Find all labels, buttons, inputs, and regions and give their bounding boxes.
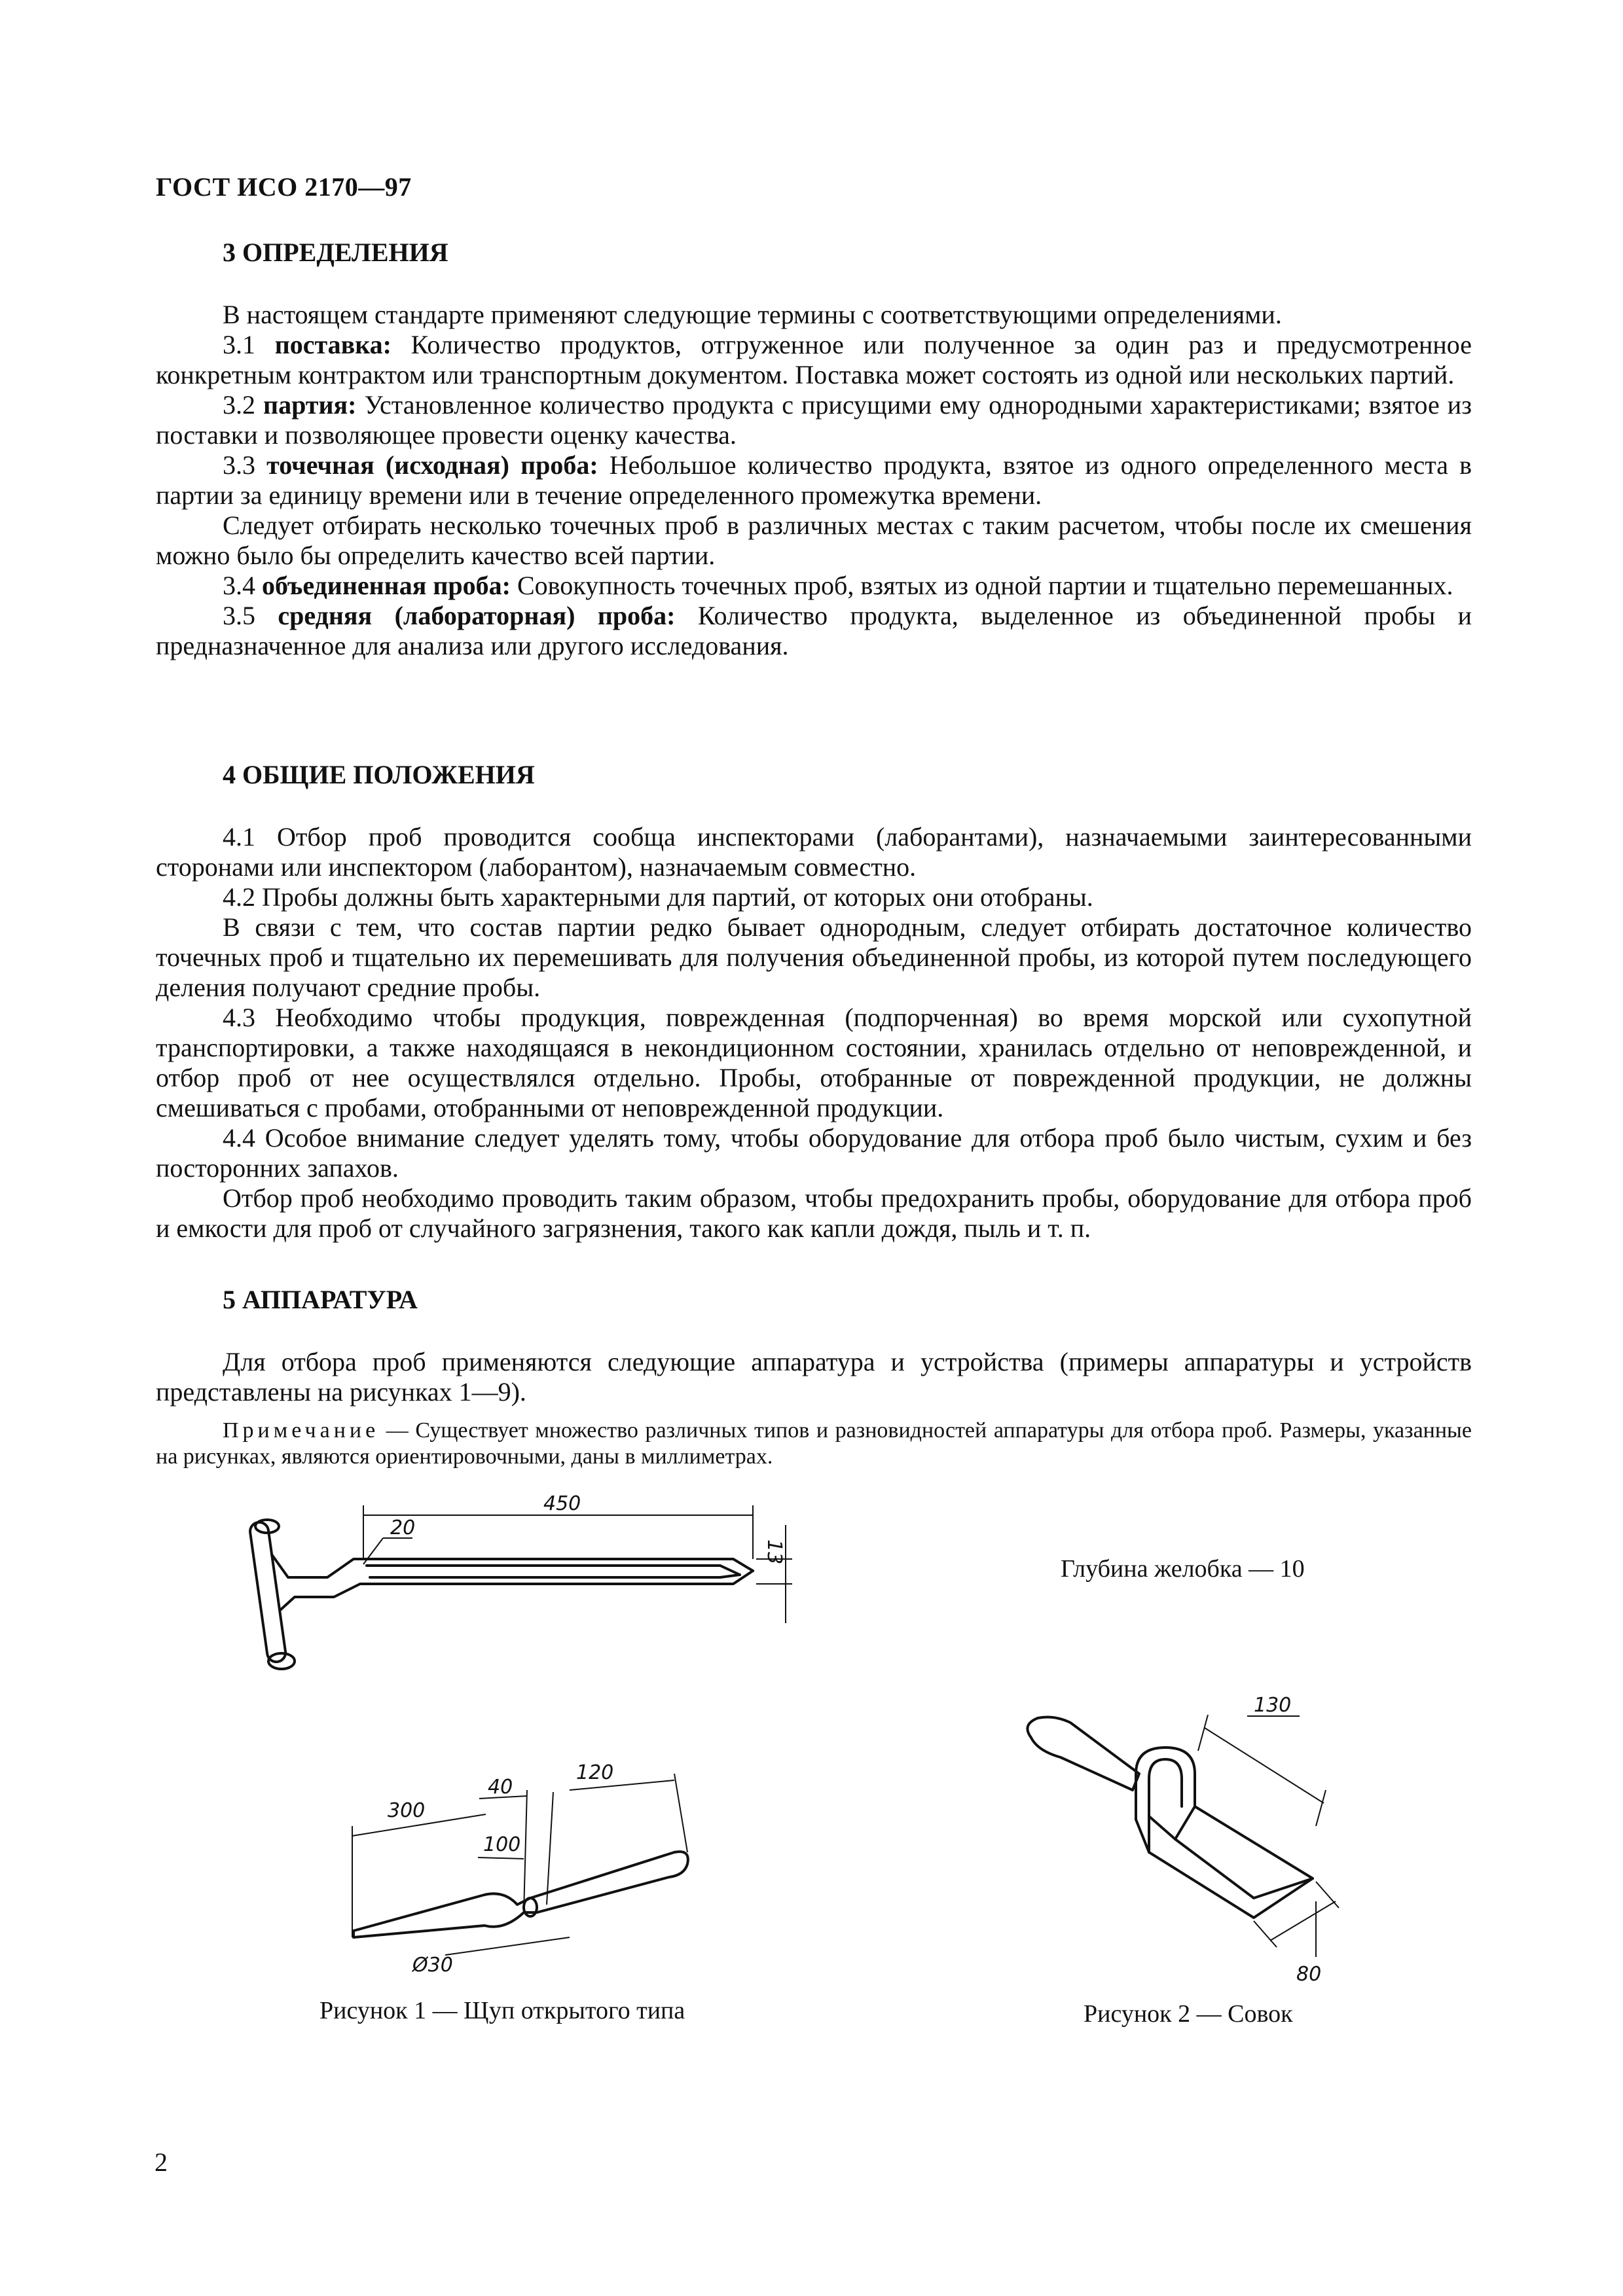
definition: 3.2 партия: Установленное количество продукта с присущими ему однородными характеристиками; взятое из поставки и позволяющее провести оценку качества. [156, 390, 1472, 450]
term: партия: [263, 390, 357, 420]
paragraph: В связи с тем, что состав партии редко бывает однородным, следует отбирать достаточное количество точечных проб и тщательно их перемешивать для получения объединенной пробы, из которой путем последующего деления получают средние пробы. [156, 912, 1472, 1002]
section-apparatus [156, 1283, 1472, 1470]
section-heading: 5 АППАРАТУРА [223, 1285, 418, 1314]
dimension-label: 300 [388, 1799, 426, 1822]
dimension-label: 120 [576, 1761, 614, 1784]
term: объединенная проба: [262, 571, 511, 600]
paragraph: 4.4 Особое внимание следует уделять тому, чтобы оборудование для отбора проб было чистым, сухим и без посторонних запахов. [156, 1123, 1472, 1183]
dimension-label: 130 [1254, 1694, 1292, 1717]
paragraph: 4.3 Необходимо чтобы продукция, поврежденная (подпорченная) во время морской или сухопутной транспортировки, а также находящаяся в некондиционном состоянии, хранилась отдельно от неповрежденной, и отбор проб от нее осуществлялся отдельно. Пробы, отобранные от поврежденной продукции, не должны смешиваться с пробами, отобранными от неповрежденной продукции. [156, 1003, 1472, 1122]
term: поставка: [274, 330, 392, 359]
paragraph: 4.1 Отбор проб проводится сообща инспекторами (лаборантами), назначаемыми заинтересованными сторонами или инспектором (лаборантом), назначаемым совместно. [156, 822, 1472, 882]
figure-2-scoop [1008, 1676, 1375, 1990]
paragraph: Следует отбирать несколько точечных проб в различных местах с таким расчетом, чтобы после их смешения можно было бы определить качество всей партии. [156, 511, 1472, 570]
document-id: ГОСТ ИСО 2170—97 [156, 172, 412, 202]
definition: 3.1 поставка: Количество продуктов, отгруженное или полученное за один раз и предусмотренное конкретным контрактом или транспортным документом. Поставка может состоять из одной или нескольких партий. [156, 330, 1472, 389]
term: средняя (лабораторная) проба: [278, 601, 676, 630]
section-heading: 4 ОБЩИЕ ПОЛОЖЕНИЯ [223, 760, 535, 789]
dimension-label: 40 [488, 1776, 513, 1799]
figure-1-caption: Рисунок 1 — Щуп открытого типа [319, 1997, 685, 2024]
section-definitions [156, 236, 1472, 661]
section-heading: 3 ОПРЕДЕЛЕНИЯ [223, 238, 448, 267]
figure-1-probe-bottom [308, 1741, 727, 1990]
paragraph: В настоящем стандарте применяют следующие термины с соответствующими определениями. [223, 300, 1282, 329]
dimension-label: 20 [390, 1516, 416, 1539]
definition: 3.5 средняя (лабораторная) проба: Количество продукта, выделенное из объединенной пробы и предназначенное для анализа или другого исследования. [156, 601, 1472, 660]
definition: 3.4 объединенная проба: Совокупность точечных проб, взятых из одной партии и тщательно перемешанных. [223, 571, 1453, 600]
dimension-label: 80 [1296, 1963, 1322, 1986]
dimension-label: 13 [763, 1539, 786, 1565]
term: точечная (исходная) проба: [266, 450, 598, 480]
figure-1-probe-top [236, 1486, 825, 1695]
note-label: Примечание [223, 1418, 380, 1443]
dimension-label: 450 [543, 1492, 581, 1515]
definition: 3.3 точечная (исходная) проба: Небольшое количество продукта, взятое из одного определенного места в партии за единицу времени или в течение определенного промежутка времени. [156, 450, 1472, 510]
note: Примечание — Существует множество различных типов и разновидностей аппаратуры для отбора проб. Размеры, указанные на рисунках, являются ориентировочными, даны в миллиметрах. [156, 1418, 1472, 1469]
dimension-label: 100 [483, 1833, 521, 1856]
groove-depth-note: Глубина желобка — 10 [1061, 1555, 1305, 1583]
dimension-label: Ø30 [412, 1954, 453, 1977]
paragraph: Для отбора проб применяются следующие аппаратура и устройства (примеры аппаратуры и устройств представлены на рисунках 1—9). [156, 1347, 1472, 1407]
paragraph: Отбор проб необходимо проводить таким образом, чтобы предохранить пробы, оборудование для отбора проб и емкости для проб от случайного загрязнения, такого как капли дождя, пыль и т. п. [156, 1183, 1472, 1243]
page-number: 2 [155, 2147, 168, 2177]
section-general [156, 758, 1472, 1244]
paragraph: 4.2 Пробы должны быть характерными для партий, от которых они отобраны. [223, 882, 1093, 912]
figure-2-caption: Рисунок 2 — Совок [1084, 2000, 1293, 2028]
